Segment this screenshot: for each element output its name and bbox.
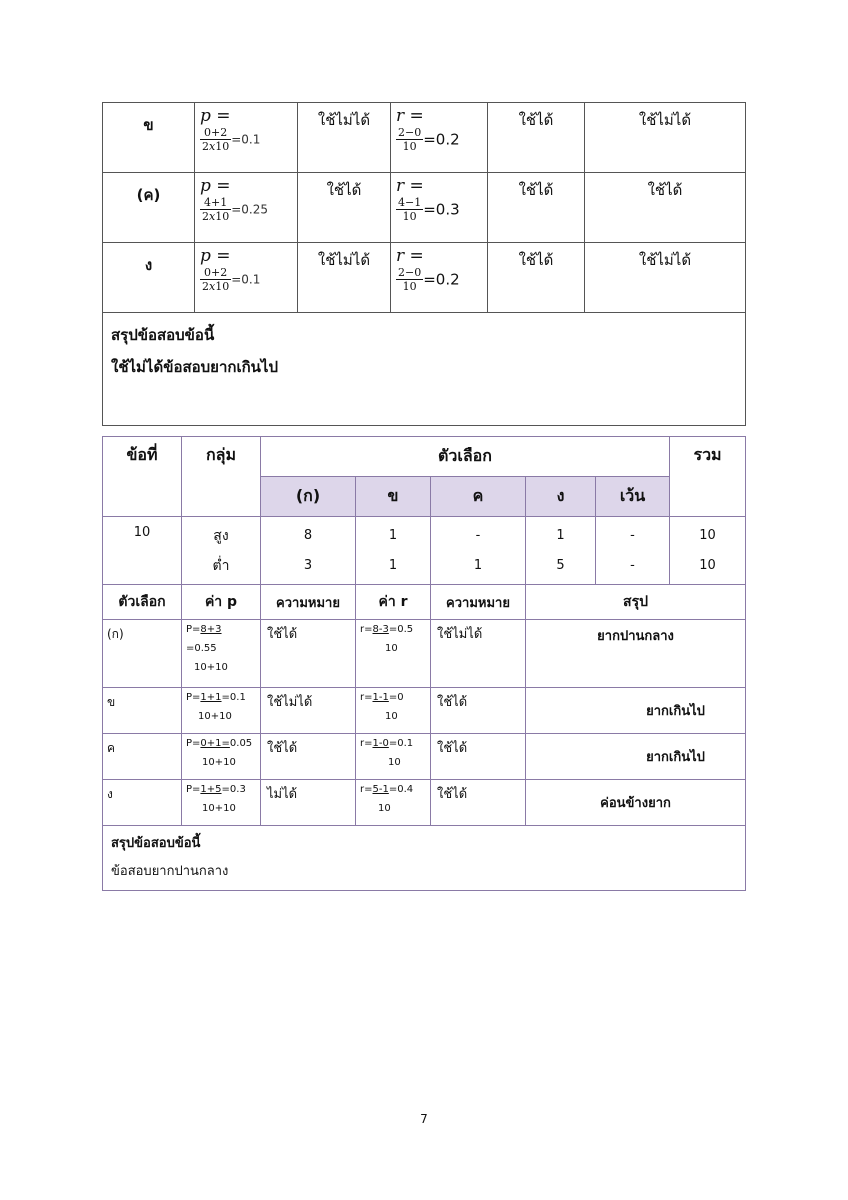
count-low: 5 bbox=[556, 558, 565, 573]
analysis-header-r-meaning: ความหมาย bbox=[431, 585, 526, 620]
p-fraction bbox=[200, 196, 231, 223]
conclusion-text: ใช้ไม่ได้ข้อสอบยากเกินไป bbox=[111, 358, 278, 376]
p-numerator: 0+2 bbox=[200, 266, 231, 280]
count-high: - bbox=[475, 528, 481, 543]
count-low: 1 bbox=[473, 558, 483, 573]
option-label: ข bbox=[356, 477, 431, 517]
p-formula bbox=[182, 620, 261, 688]
p-formula bbox=[195, 243, 298, 313]
conclusion-cell bbox=[103, 826, 746, 891]
r-meaning: ใช้ได้ bbox=[431, 734, 526, 780]
p-numerator: 0+1= bbox=[200, 738, 230, 749]
row-summary: ยากเกินไป bbox=[526, 688, 746, 734]
r-numerator: 1-1 bbox=[372, 692, 389, 703]
table-row bbox=[103, 734, 746, 780]
r-value: =0.2 bbox=[423, 270, 460, 289]
r-value: =0.4 bbox=[388, 784, 414, 795]
count-high: - bbox=[630, 528, 635, 543]
choice-cell: ง bbox=[103, 243, 195, 313]
r-formula bbox=[356, 688, 431, 734]
choice-cell: ค bbox=[103, 734, 182, 780]
count-high: 1 bbox=[388, 528, 398, 543]
p-denominator: 2𝑥10 bbox=[202, 140, 230, 153]
row-summary: ยากเกินไป bbox=[526, 734, 746, 780]
p-value: =0.1 bbox=[221, 692, 246, 703]
p-formula bbox=[195, 103, 298, 173]
r-meaning: ใช้ได้ bbox=[488, 173, 585, 243]
r-numerator: 2−0 bbox=[398, 266, 422, 279]
analysis-header-summary: สรุป bbox=[526, 585, 746, 620]
r-numerator: 8-3 bbox=[372, 624, 389, 635]
r-meaning: ใช้ได้ bbox=[488, 103, 585, 173]
item-number: 10 bbox=[103, 517, 182, 585]
choice-cell: ข bbox=[103, 688, 182, 734]
count-low: 3 bbox=[303, 558, 313, 573]
r-denominator: 10 bbox=[378, 803, 391, 814]
row-summary: ใช้ได้ bbox=[585, 173, 746, 243]
r-denominator: 10 bbox=[385, 711, 398, 722]
r-variable: 𝑟 = bbox=[396, 246, 424, 266]
p-formula bbox=[182, 688, 261, 734]
group-high: สูง bbox=[213, 528, 229, 544]
total-high: 10 bbox=[699, 528, 716, 543]
r-numerator: 4−1 bbox=[398, 196, 422, 209]
r-meaning: ใช้ได้ bbox=[488, 243, 585, 313]
r-prefix: r= bbox=[360, 624, 373, 635]
p-denominator: 10+10 bbox=[194, 662, 228, 673]
r-meaning: ใช้ได้ bbox=[431, 688, 526, 734]
analysis-header-choice: ตัวเลือก bbox=[103, 585, 182, 620]
table-row bbox=[103, 620, 746, 688]
conclusion-title: สรุปข้อสอบข้อนี้ bbox=[111, 836, 201, 851]
row-summary: ใช้ไม่ได้ bbox=[585, 103, 746, 173]
p-numerator: 1+1 bbox=[200, 692, 222, 703]
p-numerator: 0+2 bbox=[200, 126, 231, 140]
r-denominator: 10 bbox=[402, 280, 417, 293]
p-value: =0.1 bbox=[231, 272, 261, 287]
option-label: ค bbox=[431, 477, 526, 517]
r-formula bbox=[356, 780, 431, 826]
p-variable: 𝑝 = bbox=[200, 106, 231, 126]
conclusion-title: สรุปข้อสอบข้อนี้ bbox=[111, 326, 215, 344]
p-value: =0.25 bbox=[231, 202, 268, 217]
option-counts bbox=[356, 517, 431, 585]
p-prefix: P= bbox=[186, 784, 201, 795]
p-denominator: 2𝑥10 bbox=[202, 280, 230, 293]
p-denominator: 10+10 bbox=[198, 711, 232, 722]
p-meaning: ใช้ไม่ได้ bbox=[298, 103, 391, 173]
r-fraction bbox=[396, 266, 423, 293]
option-counts bbox=[431, 517, 526, 585]
group-low: ต่ำ bbox=[212, 558, 230, 574]
choice-cell: ข bbox=[103, 103, 195, 173]
group-totals bbox=[670, 517, 746, 585]
r-prefix: r= bbox=[360, 738, 373, 749]
page-number: 7 bbox=[420, 1112, 428, 1126]
p-value: =0.1 bbox=[231, 132, 261, 147]
p-meaning: ใช้ได้ bbox=[261, 620, 356, 688]
p-value: 0.05 bbox=[229, 738, 253, 749]
r-meaning: ใช้ไม่ได้ bbox=[431, 620, 526, 688]
r-variable: 𝑟 = bbox=[396, 176, 424, 196]
r-numerator: 5-1 bbox=[372, 784, 389, 795]
r-meaning: ใช้ได้ bbox=[431, 780, 526, 826]
r-formula bbox=[391, 103, 488, 173]
p-prefix: P= bbox=[186, 738, 201, 749]
r-value: =0.1 bbox=[388, 738, 414, 749]
r-fraction bbox=[396, 126, 423, 153]
p-numerator: 8+3 bbox=[200, 624, 222, 635]
r-value: =0 bbox=[388, 692, 404, 703]
p-meaning: ใช้ได้ bbox=[298, 173, 391, 243]
item-analysis-table-previous bbox=[102, 102, 746, 426]
r-value: =0.2 bbox=[423, 130, 460, 149]
option-counts bbox=[596, 517, 670, 585]
r-denominator: 10 bbox=[402, 140, 417, 153]
analysis-header-r: ค่า r bbox=[356, 585, 431, 620]
r-prefix: r= bbox=[360, 692, 373, 703]
r-formula bbox=[391, 243, 488, 313]
p-value: =0.3 bbox=[221, 784, 246, 795]
p-numerator: 1+5 bbox=[200, 784, 222, 795]
group-names bbox=[182, 517, 261, 585]
p-prefix: P= bbox=[186, 692, 201, 703]
r-denominator: 10 bbox=[402, 210, 417, 223]
r-formula bbox=[356, 734, 431, 780]
total-low: 10 bbox=[699, 558, 716, 573]
r-formula bbox=[356, 620, 431, 688]
p-denominator: 10+10 bbox=[202, 757, 236, 768]
table-row bbox=[103, 780, 746, 826]
choice-cell: (ก) bbox=[103, 620, 182, 688]
table-row bbox=[103, 688, 746, 734]
conclusion-text: ข้อสอบยากปานกลาง bbox=[111, 864, 229, 879]
p-denominator: 2𝑥10 bbox=[202, 210, 230, 223]
r-formula bbox=[391, 173, 488, 243]
analysis-header-p: ค่า p bbox=[182, 585, 261, 620]
p-denominator: 10+10 bbox=[202, 803, 236, 814]
p-fraction bbox=[200, 266, 231, 293]
r-variable: 𝑟 = bbox=[396, 106, 424, 126]
count-high: 8 bbox=[303, 528, 313, 543]
conclusion-cell bbox=[103, 313, 746, 426]
p-meaning: ใช้ไม่ได้ bbox=[261, 688, 356, 734]
r-numerator: 1-0 bbox=[372, 738, 389, 749]
p-formula bbox=[195, 173, 298, 243]
p-meaning: ใช้ได้ bbox=[261, 734, 356, 780]
header-options: ตัวเลือก bbox=[261, 437, 670, 477]
header-total: รวม bbox=[670, 437, 746, 517]
p-variable: 𝑝 = bbox=[200, 176, 231, 196]
header-group: กลุ่ม bbox=[182, 437, 261, 517]
choice-cell: (ค) bbox=[103, 173, 195, 243]
r-value: =0.5 bbox=[388, 624, 414, 635]
row-summary: ยากปานกลาง bbox=[526, 620, 746, 688]
item-analysis-table-10 bbox=[102, 436, 746, 891]
r-prefix: r= bbox=[360, 784, 373, 795]
r-value: =0.3 bbox=[423, 200, 460, 219]
p-formula bbox=[182, 780, 261, 826]
analysis-header-p-meaning: ความหมาย bbox=[261, 585, 356, 620]
p-prefix: P= bbox=[186, 624, 201, 635]
p-variable: 𝑝 = bbox=[200, 246, 231, 266]
r-denominator: 10 bbox=[388, 757, 401, 768]
count-low: 1 bbox=[388, 558, 398, 573]
option-label: เว้น bbox=[596, 477, 670, 517]
table-row bbox=[103, 243, 746, 313]
p-formula bbox=[182, 734, 261, 780]
option-counts bbox=[526, 517, 596, 585]
r-fraction bbox=[396, 196, 423, 223]
count-low: - bbox=[630, 558, 635, 573]
count-high: 1 bbox=[556, 528, 565, 543]
row-summary: ใช้ไม่ได้ bbox=[585, 243, 746, 313]
p-meaning: ใช้ไม่ได้ bbox=[298, 243, 391, 313]
p-meaning: ไม่ได้ bbox=[261, 780, 356, 826]
choice-cell: ง bbox=[103, 780, 182, 826]
r-numerator: 2−0 bbox=[398, 126, 422, 139]
r-denominator: 10 bbox=[385, 643, 398, 654]
p-numerator: 4+1 bbox=[200, 196, 231, 210]
header-item-no: ข้อที่ bbox=[103, 437, 182, 517]
option-counts bbox=[261, 517, 356, 585]
table-row bbox=[103, 173, 746, 243]
option-label: ง bbox=[526, 477, 596, 517]
table-row bbox=[103, 103, 746, 173]
option-label: (ก) bbox=[261, 477, 356, 517]
p-value-line: =0.55 bbox=[186, 643, 217, 654]
row-summary: ค่อนข้างยาก bbox=[526, 780, 746, 826]
p-fraction bbox=[200, 126, 231, 153]
